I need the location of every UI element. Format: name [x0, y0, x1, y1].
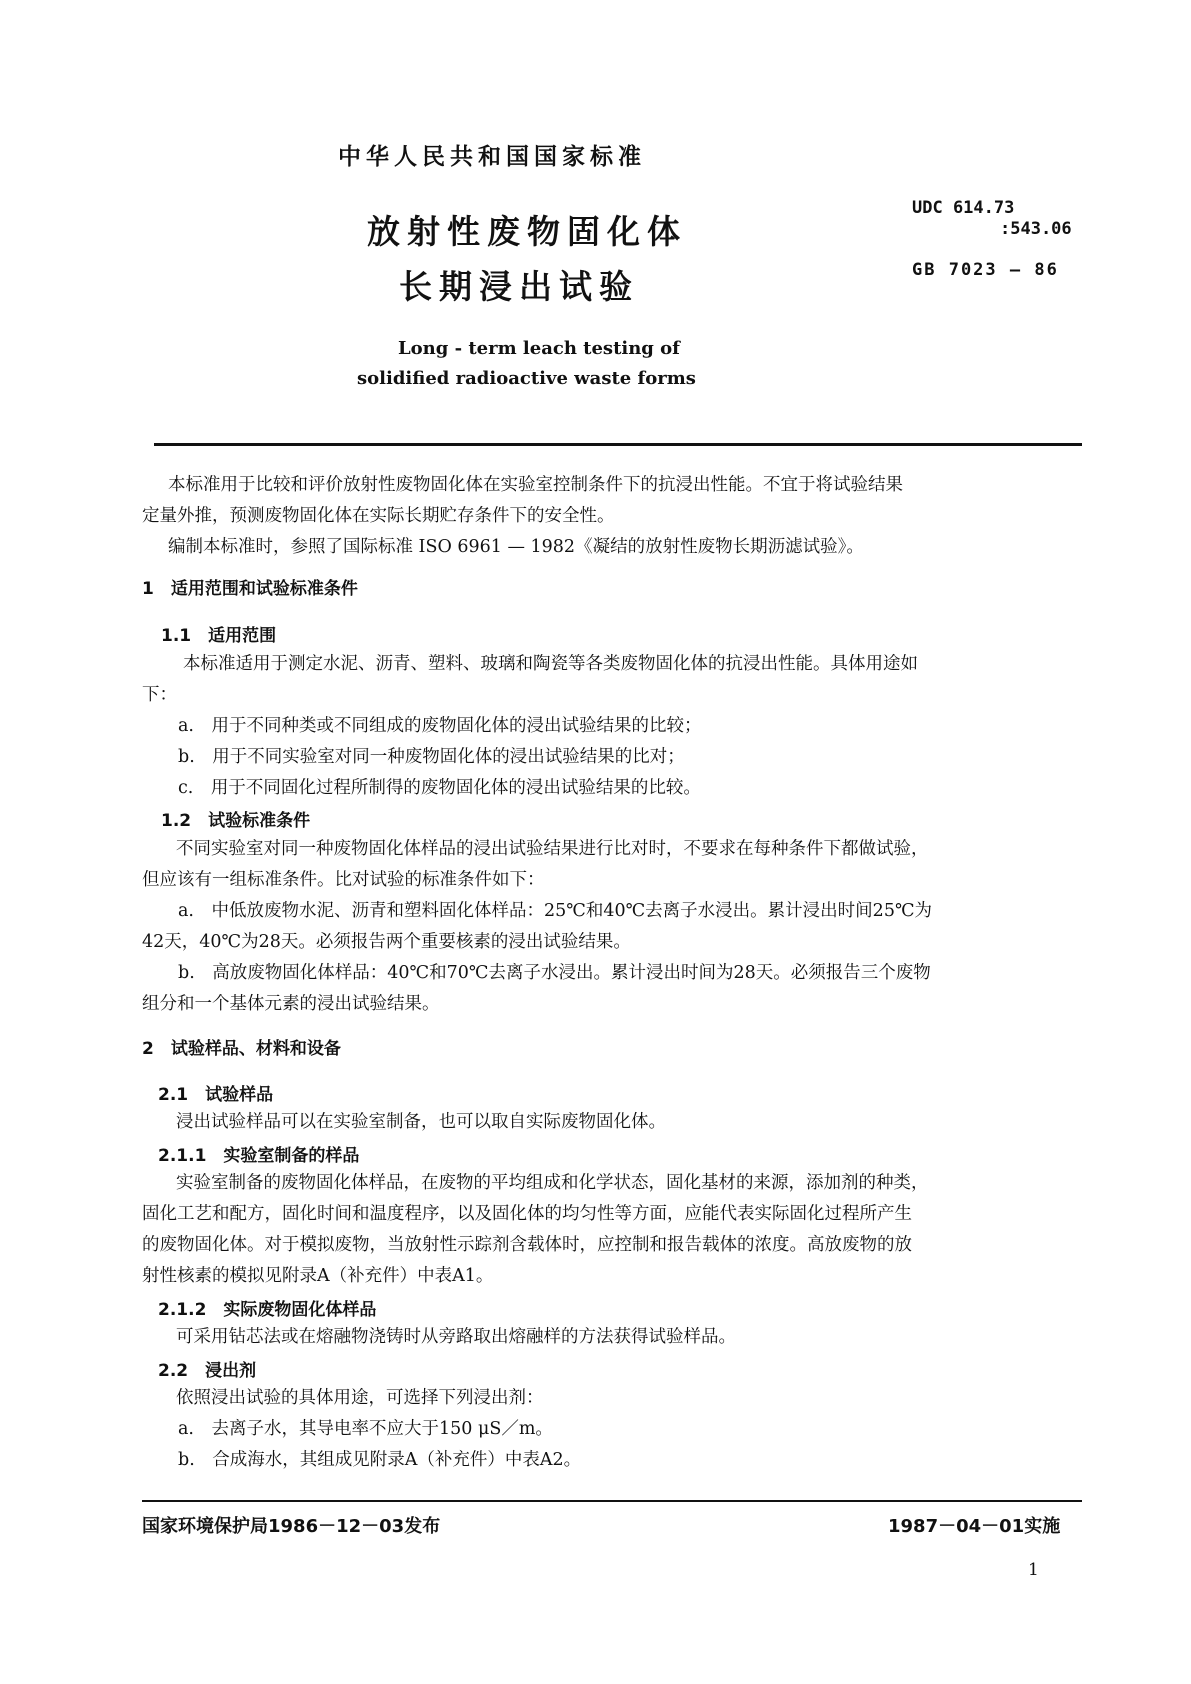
document-title-line2: 长期浸出试验: [399, 267, 639, 306]
section-1-heading: 1 适用范围和试验标准条件: [142, 579, 358, 599]
list-item: a. 去离子水，其导电率不应大于150 μS／m。: [178, 1419, 553, 1439]
document-title-line1: 放射性废物固化体: [367, 212, 687, 251]
lab-samples-paragraph-line: 实验室制备的废物固化体样品，在废物的平均组成和化学状态，固化基材的来源，添加剂的种类，: [176, 1173, 929, 1193]
list-item: a. 用于不同种类或不同组成的废物固化体的浸出试验结果的比较；: [178, 716, 702, 736]
section-1-2-heading: 1.2 试验标准条件: [161, 811, 311, 831]
gb-standard-code: GB 7023 — 86: [912, 260, 1059, 280]
conditions-paragraph-line: 但应该有一组标准条件。比对试验的标准条件如下：: [142, 870, 545, 890]
actual-samples-paragraph: 可采用钻芯法或在熔融物浇铸时从旁路取出熔融样的方法获得试验样品。: [176, 1327, 736, 1347]
english-title-line2: solidified radioactive waste forms: [357, 368, 696, 389]
condition-item-line: 42天，40℃为28天。必须报告两个重要核素的浸出试验结果。: [142, 932, 631, 952]
lab-samples-paragraph-line: 射性核素的模拟见附录A（补充件）中表A1。: [142, 1266, 494, 1286]
page-number: 1: [1028, 1560, 1039, 1580]
leachant-paragraph: 依照浸出试验的具体用途，可选择下列浸出剂：: [176, 1388, 544, 1408]
national-standard-label: 中华人民共和国国家标准: [338, 144, 646, 170]
condition-item-line: b. 高放废物固化体样品：40℃和70℃去离子水浸出。累计浸出时间为28天。必须报告三个废物: [178, 963, 931, 983]
list-item: c. 用于不同固化过程所制得的废物固化体的浸出试验结果的比较。: [178, 778, 701, 798]
scope-paragraph-line: 本标准适用于测定水泥、沥青、塑料、玻璃和陶瓷等各类废物固化体的抗浸出性能。具体用途如: [183, 654, 918, 674]
condition-item-line: 组分和一个基体元素的浸出试验结果。: [142, 994, 440, 1014]
section-2-1-1-heading: 2.1.1 实验室制备的样品: [158, 1146, 360, 1166]
udc-code: UDC 614.73: [912, 198, 1015, 218]
intro-paragraph-line: 本标准用于比较和评价放射性废物固化体在实验室控制条件下的抗浸出性能。不宜于将试验结果: [168, 475, 903, 495]
scope-paragraph-line: 下：: [142, 685, 177, 705]
samples-paragraph: 浸出试验样品可以在实验室制备，也可以取自实际废物固化体。: [176, 1112, 666, 1132]
udc-code-continued: :543.06: [1000, 219, 1072, 239]
condition-item-line: a. 中低放废物水泥、沥青和塑料固化体样品：25℃和40℃去离子水浸出。累计浸出时间25℃为: [178, 901, 933, 921]
lab-samples-paragraph-line: 的废物固化体。对于模拟废物，当放射性示踪剂含载体时，应控制和报告载体的浓度。高放废物的放: [142, 1235, 912, 1255]
list-item: b. 合成海水，其组成见附录A（补充件）中表A2。: [178, 1450, 582, 1470]
section-1-1-heading: 1.1 适用范围: [161, 626, 277, 646]
effective-date: 1987－04－01实施: [888, 1516, 1061, 1537]
issue-date: 国家环境保护局1986－12－03发布: [142, 1516, 441, 1537]
section-2-heading: 2 试验样品、材料和设备: [142, 1039, 341, 1059]
conditions-paragraph-line: 不同实验室对同一种废物固化体样品的浸出试验结果进行比对时，不要求在每种条件下都做试验，: [176, 839, 929, 859]
list-item: b. 用于不同实验室对同一种废物固化体的浸出试验结果的比对；: [178, 747, 685, 767]
footer-divider: [142, 1500, 1082, 1502]
intro-reference-paragraph: 编制本标准时，参照了国际标准 ISO 6961 — 1982《凝结的放射性废物长期沥滤试验》。: [168, 537, 864, 557]
english-title-line1: Long - term leach testing of: [398, 338, 680, 359]
lab-samples-paragraph-line: 固化工艺和配方，固化时间和温度程序，以及固化体的均匀性等方面，应能代表实际固化过程所产生: [142, 1204, 912, 1224]
section-2-1-2-heading: 2.1.2 实际废物固化体样品: [158, 1300, 377, 1320]
section-2-2-heading: 2.2 浸出剂: [158, 1361, 257, 1381]
header-divider: [154, 443, 1082, 446]
section-2-1-heading: 2.1 试验样品: [158, 1085, 274, 1105]
intro-paragraph-line: 定量外推，预测废物固化体在实际长期贮存条件下的安全性。: [142, 506, 615, 526]
